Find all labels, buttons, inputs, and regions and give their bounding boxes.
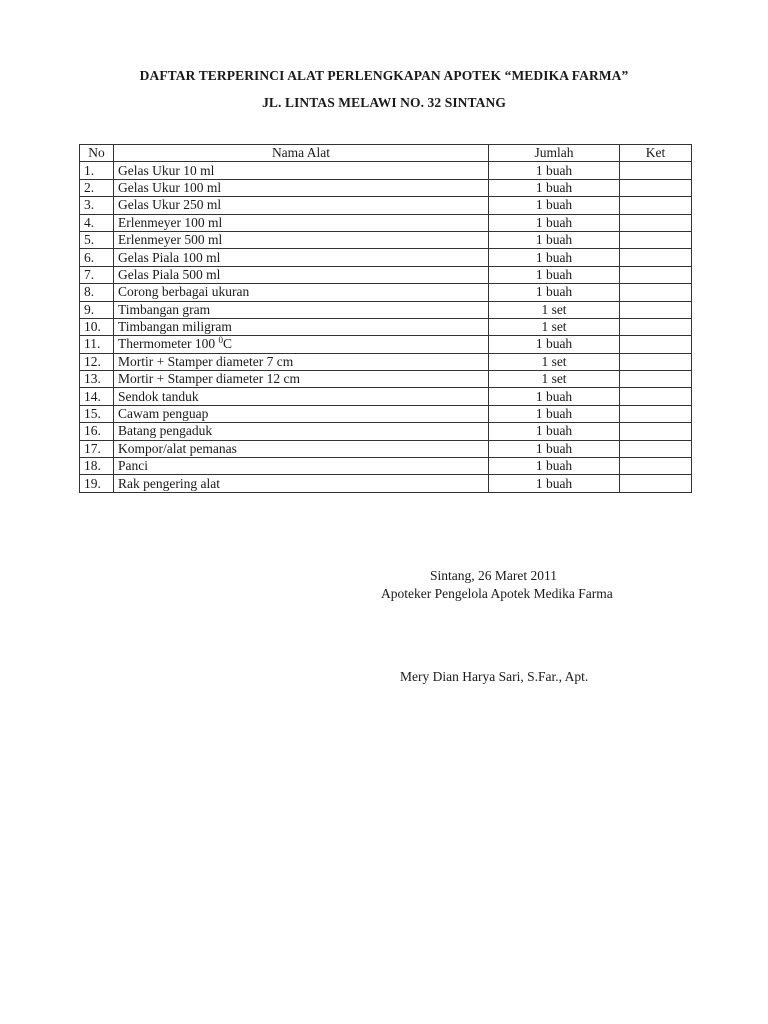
cell-ket	[620, 371, 692, 388]
header-ket: Ket	[620, 145, 692, 162]
cell-jumlah: 1 set	[489, 318, 620, 335]
cell-nama-alat-unit: C	[222, 336, 232, 352]
cell-ket	[620, 162, 692, 179]
cell-jumlah: 1 buah	[489, 388, 620, 405]
signature-name: Mery Dian Harya Sari, S.Far., Apt.	[400, 669, 589, 684]
cell-no: 1.	[80, 162, 114, 179]
table-header-row	[80, 145, 692, 162]
cell-nama-alat: Mortir + Stamper diameter 7 cm	[114, 353, 489, 370]
cell-ket	[620, 353, 692, 370]
cell-no: 19.	[80, 475, 114, 492]
cell-jumlah: 1 buah	[489, 284, 620, 301]
cell-nama-alat: Cawam penguap	[114, 405, 489, 422]
cell-jumlah: 1 buah	[489, 405, 620, 422]
cell-no: 10.	[80, 318, 114, 335]
cell-jumlah: 1 buah	[489, 475, 620, 492]
cell-nama-alat: Mortir + Stamper diameter 12 cm	[114, 371, 489, 388]
cell-ket	[620, 336, 692, 353]
document-address: JL. LINTAS MELAWI NO. 32 SINTANG	[262, 95, 506, 110]
cell-ket	[620, 301, 692, 318]
cell-ket	[620, 249, 692, 266]
cell-nama-alat: Erlenmeyer 500 ml	[114, 231, 489, 248]
cell-jumlah: 1 buah	[489, 440, 620, 457]
cell-ket	[620, 405, 692, 422]
table-row	[80, 336, 692, 353]
table-row	[80, 266, 692, 283]
cell-jumlah: 1 buah	[489, 179, 620, 196]
cell-ket	[620, 214, 692, 231]
cell-no: 15.	[80, 405, 114, 422]
cell-ket	[620, 318, 692, 335]
table-row	[80, 214, 692, 231]
cell-ket	[620, 475, 692, 492]
cell-ket	[620, 458, 692, 475]
table-row	[80, 301, 692, 318]
cell-ket	[620, 423, 692, 440]
cell-nama-alat: Gelas Ukur 250 ml	[114, 197, 489, 214]
cell-ket	[620, 231, 692, 248]
cell-nama-alat: Gelas Ukur 10 ml	[114, 162, 489, 179]
cell-jumlah: 1 buah	[489, 336, 620, 353]
cell-jumlah: 1 buah	[489, 423, 620, 440]
cell-no: 14.	[80, 388, 114, 405]
cell-jumlah: 1 set	[489, 353, 620, 370]
document-title: DAFTAR TERPERINCI ALAT PERLENGKAPAN APOTEK “MEDIKA FARMA”	[139, 68, 629, 83]
cell-jumlah: 1 buah	[489, 231, 620, 248]
cell-jumlah: 1 buah	[489, 197, 620, 214]
cell-ket	[620, 440, 692, 457]
cell-jumlah: 1 buah	[489, 214, 620, 231]
table-row	[80, 179, 692, 196]
cell-nama-alat	[114, 336, 489, 353]
cell-nama-alat: Gelas Piala 500 ml	[114, 266, 489, 283]
table-row	[80, 388, 692, 405]
cell-nama-alat: Corong berbagai ukuran	[114, 284, 489, 301]
table-row	[80, 162, 692, 179]
cell-nama-alat: Gelas Piala 100 ml	[114, 249, 489, 266]
equipment-table	[79, 144, 692, 493]
cell-jumlah: 1 set	[489, 371, 620, 388]
cell-nama-alat: Sendok tanduk	[114, 388, 489, 405]
cell-no: 2.	[80, 179, 114, 196]
cell-jumlah: 1 buah	[489, 266, 620, 283]
cell-no: 16.	[80, 423, 114, 440]
cell-no: 4.	[80, 214, 114, 231]
table-row	[80, 423, 692, 440]
cell-no: 12.	[80, 353, 114, 370]
cell-no: 9.	[80, 301, 114, 318]
cell-nama-alat-text: Thermometer 100	[118, 336, 216, 352]
cell-nama-alat: Kompor/alat pemanas	[114, 440, 489, 457]
header-jumlah: Jumlah	[489, 145, 620, 162]
cell-ket	[620, 266, 692, 283]
cell-nama-alat: Rak pengering alat	[114, 475, 489, 492]
cell-no: 3.	[80, 197, 114, 214]
table-row	[80, 249, 692, 266]
table-row	[80, 353, 692, 370]
cell-no: 18.	[80, 458, 114, 475]
cell-nama-alat: Gelas Ukur 100 ml	[114, 179, 489, 196]
cell-ket	[620, 179, 692, 196]
degree-superscript: 0	[218, 335, 223, 346]
cell-no: 5.	[80, 231, 114, 248]
cell-no: 13.	[80, 371, 114, 388]
cell-ket	[620, 197, 692, 214]
header-no: No	[80, 145, 114, 162]
cell-nama-alat: Timbangan gram	[114, 301, 489, 318]
cell-nama-alat: Timbangan miligram	[114, 318, 489, 335]
cell-nama-alat: Batang pengaduk	[114, 423, 489, 440]
table-row	[80, 197, 692, 214]
cell-jumlah: 1 set	[489, 301, 620, 318]
cell-no: 7.	[80, 266, 114, 283]
cell-jumlah: 1 buah	[489, 249, 620, 266]
cell-jumlah: 1 buah	[489, 458, 620, 475]
table-row	[80, 475, 692, 492]
cell-no: 8.	[80, 284, 114, 301]
cell-nama-alat: Panci	[114, 458, 489, 475]
cell-ket	[620, 388, 692, 405]
cell-jumlah: 1 buah	[489, 162, 620, 179]
cell-no: 17.	[80, 440, 114, 457]
table-body	[80, 162, 692, 492]
table-row	[80, 318, 692, 335]
table-row	[80, 405, 692, 422]
signature-role: Apoteker Pengelola Apotek Medika Farma	[381, 586, 613, 601]
table-row	[80, 231, 692, 248]
table-row	[80, 371, 692, 388]
table-row	[80, 458, 692, 475]
cell-no: 11.	[80, 336, 114, 353]
table-row	[80, 440, 692, 457]
table-row	[80, 284, 692, 301]
signature-place-date: Sintang, 26 Maret 2011	[430, 568, 557, 583]
cell-no: 6.	[80, 249, 114, 266]
header-nama-alat: Nama Alat	[114, 145, 489, 162]
cell-nama-alat: Erlenmeyer 100 ml	[114, 214, 489, 231]
cell-ket	[620, 284, 692, 301]
